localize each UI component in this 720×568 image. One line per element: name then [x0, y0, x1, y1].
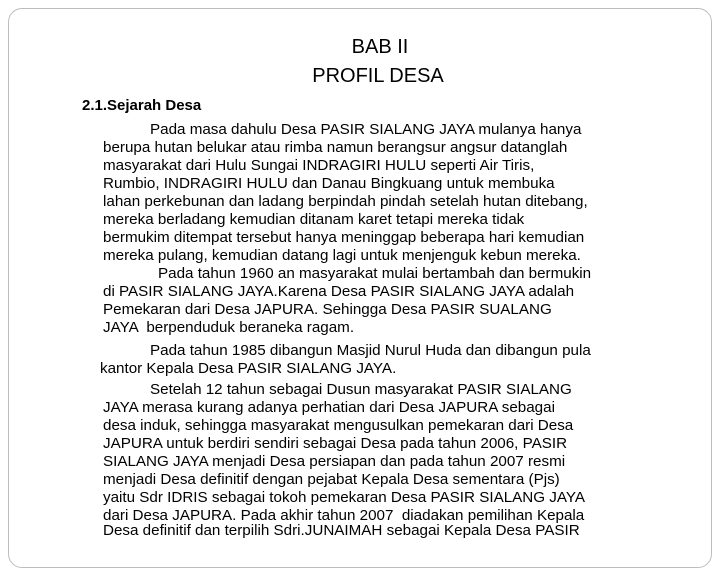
paragraph-line: Pemekaran dari Desa JAPURA. Sehingga Desa PASIR SUALANG: [103, 301, 552, 318]
paragraph-line: SIALANG JAYA menjadi Desa persiapan dan pada tahun 2007 resmi: [103, 453, 566, 470]
paragraph-line: menjadi Desa definitif dengan pejabat Kepala Desa sementara (Pjs): [103, 471, 560, 488]
paragraph-line: JAYA merasa kurang adanya perhatian dari Desa JAPURA sebagai: [103, 399, 555, 416]
paragraph-line: berupa hutan belukar atau rimba namun berangsur angsur datanglah: [103, 139, 568, 156]
paragraph-line: yaitu Sdr IDRIS sebagai tokoh pemekaran Desa PASIR SIALANG JAYA: [103, 489, 586, 506]
paragraph-line: desa induk, sehingga masyarakat mengusulkan pemekaran dari Desa: [103, 417, 574, 434]
paragraph-line: mereka pulang, kemudian datang lagi untuk menjenguk kebun mereka.: [103, 247, 581, 264]
paragraph-line: di PASIR SIALANG JAYA.Karena Desa PASIR SIALANG JAYA adalah: [103, 283, 575, 300]
paragraph-line: kantor Kepala Desa PASIR SIALANG JAYA.: [100, 360, 397, 377]
paragraph-line: Rumbio, INDRAGIRI HULU dan Danau Bingkuang untuk membuka: [103, 175, 555, 192]
paragraph-line: Desa definitif dan terpilih Sdri.JUNAIMAH sebagai Kepala Desa PASIR: [103, 522, 580, 539]
chapter-subtitle: PROFIL DESA: [312, 65, 444, 87]
section-heading: 2.1.Sejarah Desa: [82, 97, 202, 114]
paragraph-line: JAYA berpenduduk beraneka ragam.: [103, 319, 355, 336]
paragraph-line: Pada masa dahulu Desa PASIR SIALANG JAYA mulanya hanya: [150, 121, 582, 138]
paragraph-line: bermukim ditempat tersebut hanya meninggap beberapa hari kemudian: [103, 229, 585, 246]
chapter-title: BAB II: [351, 36, 409, 58]
paragraph-line: Pada tahun 1985 dibangun Masjid Nurul Huda dan dibangun pula: [150, 342, 591, 359]
paragraph-line: mereka berladang kemudian ditanam karet tetapi mereka tidak: [103, 211, 525, 228]
paragraph-line: masyarakat dari Hulu Sungai INDRAGIRI HULU seperti Air Tiris,: [103, 157, 535, 174]
paragraph-line: dari Desa JAPURA. Pada akhir tahun 2007 diadakan pemilihan Kepala: [103, 507, 585, 524]
paragraph-line: lahan perkebunan dan ladang berpindah pindah setelah hutan ditebang,: [103, 193, 588, 210]
paragraph-line: JAPURA untuk berdiri sendiri sebagai Desa pada tahun 2006, PASIR: [103, 435, 568, 452]
paragraph-line: Setelah 12 tahun sebagai Dusun masyarakat PASIR SIALANG: [150, 381, 572, 398]
paragraph-line: Pada tahun 1960 an masyarakat mulai bertambah dan bermukin: [158, 265, 592, 282]
